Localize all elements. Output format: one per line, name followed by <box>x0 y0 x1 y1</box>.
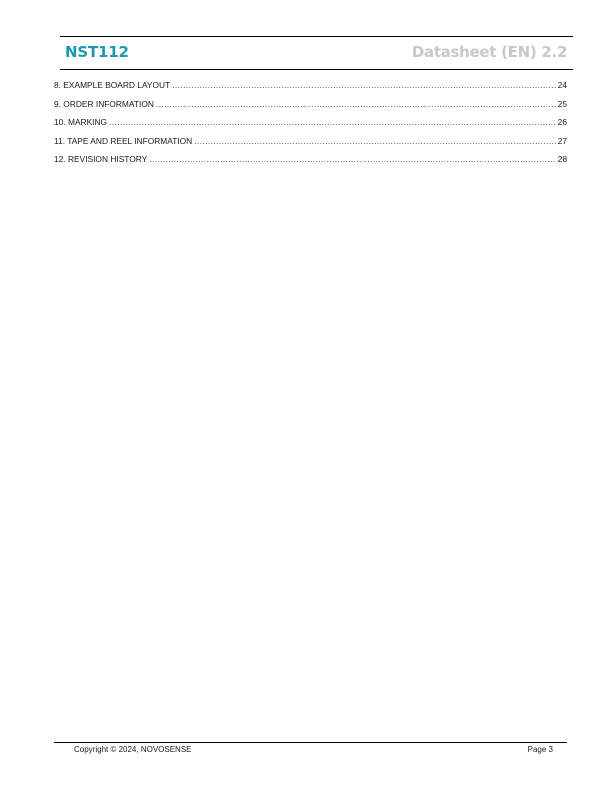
toc-entry-label: 9. ORDER INFORMATION <box>54 98 154 109</box>
toc-dot-leader <box>194 136 555 146</box>
toc-dot-leader <box>149 154 555 164</box>
toc-entry-page: 24 <box>557 80 567 90</box>
toc-dot-leader <box>109 117 556 127</box>
toc-entry-revision-history[interactable] <box>54 154 567 173</box>
toc-dot-leader <box>156 99 556 109</box>
toc-entry-page: 26 <box>557 117 567 127</box>
toc-entry-label: 12. REVISION HISTORY <box>54 154 148 164</box>
product-title: NST112 <box>65 43 129 61</box>
header-top-rule <box>60 36 573 37</box>
toc-entry-page: 25 <box>557 98 567 109</box>
footer-page-number: Page 3 <box>527 745 553 754</box>
toc-entry-page: 28 <box>557 154 567 164</box>
document-title: Datasheet (EN) 2.2 <box>411 43 567 61</box>
table-of-contents <box>54 80 567 173</box>
toc-entry-board-layout[interactable] <box>54 80 567 99</box>
toc-entry-page: 27 <box>557 135 567 146</box>
footer-copyright: Copyright © 2024, NOVOSENSE <box>74 745 192 754</box>
footer-rule <box>54 742 567 743</box>
toc-entry-label: 11. TAPE AND REEL INFORMATION <box>54 135 193 146</box>
toc-entry-order-information[interactable] <box>54 99 567 118</box>
header-bottom-rule <box>60 69 573 70</box>
toc-entry-marking[interactable] <box>54 117 567 136</box>
toc-dot-leader <box>172 80 555 90</box>
toc-entry-label: 8. EXAMPLE BOARD LAYOUT <box>54 80 171 90</box>
toc-entry-label: 10. MARKING <box>54 117 108 127</box>
toc-entry-tape-and-reel[interactable] <box>54 136 567 155</box>
